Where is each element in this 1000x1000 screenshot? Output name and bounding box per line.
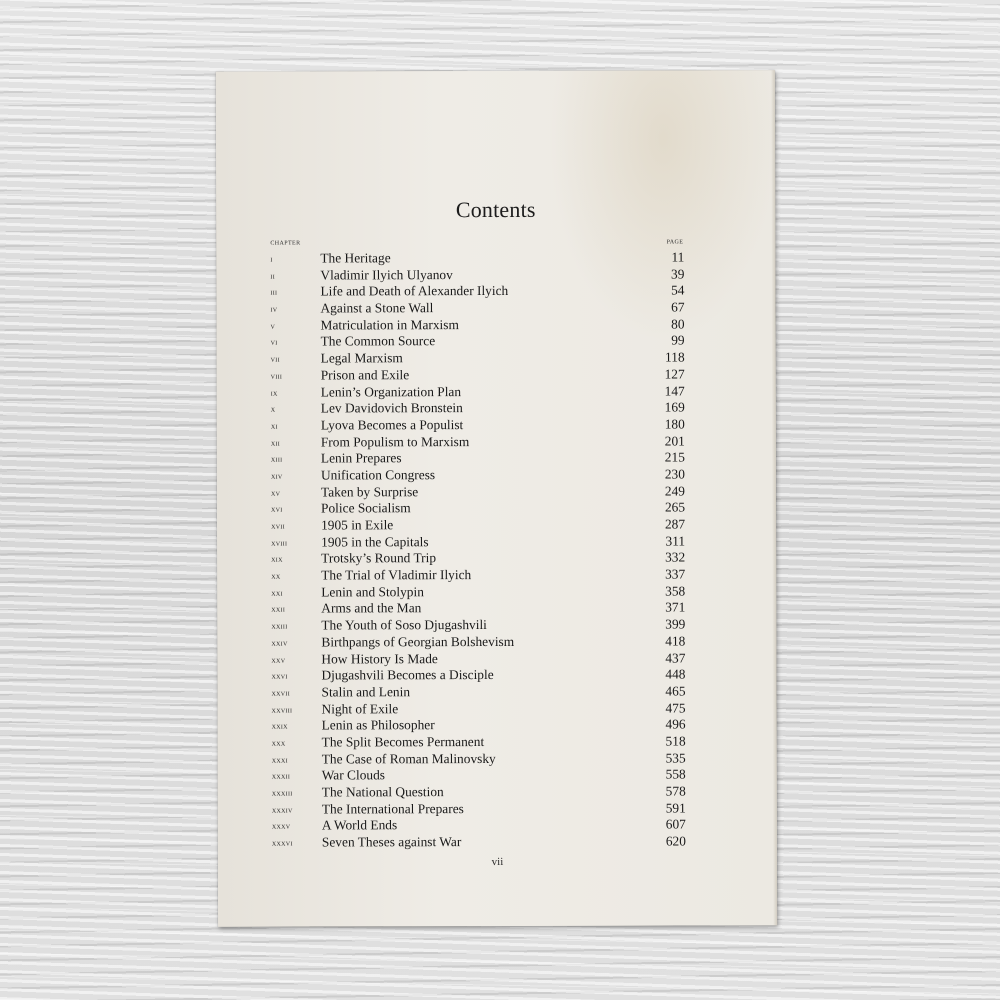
page-number: 147 bbox=[664, 383, 685, 399]
toc-entry bbox=[270, 283, 684, 301]
chapter-number: xiv bbox=[270, 470, 283, 481]
chapter-title: 1905 in the Capitals bbox=[321, 533, 429, 550]
chapter-title: Life and Death of Alexander Ilyich bbox=[320, 283, 509, 299]
chapter-title: Unification Congress bbox=[320, 467, 436, 483]
chapter-number: viii bbox=[270, 370, 283, 381]
chapter-number: xxxiv bbox=[271, 804, 293, 815]
chapter-title: Police Socialism bbox=[321, 500, 411, 516]
page-number: 287 bbox=[664, 516, 686, 532]
chapter-title: Trotsky’s Round Trip bbox=[321, 550, 437, 566]
page-number: 11 bbox=[671, 249, 685, 265]
chapter-number: xvii bbox=[271, 520, 285, 531]
chapter-number: xxvi bbox=[271, 670, 288, 681]
chapter-number: xxiii bbox=[271, 620, 288, 631]
page-number: 249 bbox=[664, 483, 685, 499]
page-number: 337 bbox=[665, 566, 686, 582]
chapter-number: xx bbox=[271, 570, 281, 581]
chapter-number: xxxi bbox=[271, 754, 288, 765]
chapter-title: Lev Davidovich Bronstein bbox=[320, 400, 463, 416]
chapter-number: vi bbox=[270, 337, 278, 348]
chapter-title: The Heritage bbox=[320, 250, 391, 266]
chapter-number: xxxv bbox=[271, 820, 291, 831]
toc-entry bbox=[272, 784, 686, 802]
page-number: 578 bbox=[665, 783, 686, 799]
page-number: 358 bbox=[665, 583, 686, 599]
page-number: 80 bbox=[671, 316, 685, 332]
page-number: 265 bbox=[664, 499, 686, 515]
chapter-number: iii bbox=[270, 286, 278, 297]
toc-entry bbox=[272, 800, 686, 818]
page-number: 99 bbox=[671, 332, 685, 348]
toc-entry bbox=[271, 600, 685, 618]
page-number: 201 bbox=[664, 433, 685, 449]
page-folio: vii bbox=[491, 855, 504, 869]
chapter-title: Vladimir Ilyich Ulyanov bbox=[320, 266, 453, 283]
page-number: 475 bbox=[665, 700, 686, 716]
chapter-title: The National Question bbox=[321, 784, 444, 800]
chapter-number: xxii bbox=[271, 603, 286, 615]
chapter-number: ix bbox=[270, 387, 278, 398]
chapter-title: Taken by Surprise bbox=[320, 483, 419, 500]
chapter-number: xxxvi bbox=[271, 837, 293, 848]
toc-entry bbox=[270, 266, 684, 284]
chapter-number: iv bbox=[270, 303, 278, 314]
page-number: 180 bbox=[664, 416, 685, 432]
page-number: 437 bbox=[665, 650, 686, 666]
page-number: 465 bbox=[665, 683, 686, 699]
page-number: 230 bbox=[664, 466, 685, 482]
toc-entry bbox=[271, 667, 685, 685]
chapter-number: xii bbox=[270, 437, 281, 448]
toc-entry bbox=[271, 583, 685, 601]
page-number: 591 bbox=[665, 800, 686, 816]
chapter-title: 1905 in Exile bbox=[321, 517, 394, 533]
page-number: 518 bbox=[665, 733, 686, 749]
chapter-title: Lenin as Philosopher bbox=[321, 717, 435, 733]
page-number: 127 bbox=[664, 366, 685, 382]
chapter-title: War Clouds bbox=[321, 767, 386, 783]
page-number: 371 bbox=[665, 599, 686, 615]
page-number: 169 bbox=[664, 399, 685, 415]
toc-entry bbox=[272, 717, 686, 735]
chapter-number: xxxii bbox=[271, 770, 291, 781]
toc-entry bbox=[271, 617, 685, 635]
toc-entry bbox=[271, 483, 685, 501]
chapter-number: xvi bbox=[271, 503, 283, 514]
toc-entry bbox=[270, 250, 684, 268]
chapter-number: xxv bbox=[271, 654, 286, 665]
chapter-number: xxviii bbox=[271, 704, 293, 715]
chapter-title: Stalin and Lenin bbox=[321, 684, 411, 700]
chapter-title: Arms and the Man bbox=[321, 600, 422, 616]
chapter-title: Against a Stone Wall bbox=[320, 300, 434, 316]
toc-entry bbox=[271, 567, 685, 585]
chapter-title: The Common Source bbox=[320, 333, 436, 349]
chapter-number: x bbox=[270, 403, 276, 414]
page-number: 215 bbox=[664, 449, 685, 465]
chapter-number: xi bbox=[270, 420, 278, 431]
toc-entry bbox=[271, 500, 685, 518]
chapter-title: Lenin Prepares bbox=[320, 450, 402, 466]
chapter-number: v bbox=[270, 320, 276, 331]
page-number: 620 bbox=[665, 833, 686, 849]
toc-entry bbox=[271, 450, 685, 468]
toc-entry bbox=[270, 300, 684, 318]
chapter-number: xxxiii bbox=[271, 787, 293, 798]
chapter-title: Matriculation in Marxism bbox=[320, 316, 459, 333]
chapter-title: Prison and Exile bbox=[320, 367, 410, 383]
toc-entry bbox=[271, 433, 685, 451]
chapter-title: Seven Theses against War bbox=[321, 834, 462, 850]
toc-entry bbox=[271, 400, 685, 418]
toc-entry bbox=[272, 733, 686, 751]
page-column-heading: PAGE bbox=[666, 239, 684, 246]
chapter-number: xxiv bbox=[271, 637, 288, 648]
page-number: 39 bbox=[671, 266, 685, 282]
chapter-number: xiii bbox=[270, 453, 283, 464]
toc-entry bbox=[271, 350, 685, 368]
toc-entry bbox=[271, 550, 685, 568]
chapter-title: From Populism to Marxism bbox=[320, 433, 470, 450]
page-number: 496 bbox=[665, 716, 686, 732]
toc-entry bbox=[271, 633, 685, 651]
toc-entry bbox=[271, 383, 685, 401]
chapter-number: xxvii bbox=[271, 687, 291, 698]
chapter-title: Lenin’s Organization Plan bbox=[320, 383, 462, 399]
toc-entry bbox=[271, 316, 685, 334]
chapter-number: xxix bbox=[271, 720, 288, 731]
page-number: 332 bbox=[665, 549, 686, 565]
chapter-number: xxi bbox=[271, 587, 283, 598]
page-number: 311 bbox=[665, 533, 686, 549]
toc-entry bbox=[271, 533, 685, 551]
chapter-title: The Split Becomes Permanent bbox=[321, 733, 485, 750]
chapter-title: The International Prepares bbox=[321, 800, 464, 817]
chapter-title: The Trial of Vladimir Ilyich bbox=[321, 567, 472, 583]
toc-entry bbox=[271, 683, 685, 701]
chapter-number: xxx bbox=[271, 737, 286, 748]
table-of-contents bbox=[270, 250, 686, 852]
toc-entry bbox=[271, 517, 685, 535]
chapter-title: Lenin and Stolypin bbox=[321, 583, 424, 600]
toc-entry bbox=[271, 650, 685, 668]
chapter-title: Legal Marxism bbox=[320, 350, 403, 366]
toc-entry bbox=[272, 700, 686, 718]
toc-entry bbox=[271, 366, 685, 384]
chapter-number: ii bbox=[270, 270, 276, 281]
page-number: 399 bbox=[665, 616, 686, 632]
page-number: 67 bbox=[671, 299, 685, 315]
page-number: 54 bbox=[671, 282, 685, 298]
toc-entry bbox=[271, 333, 685, 351]
toc-entry bbox=[271, 416, 685, 434]
toc-entry bbox=[272, 750, 686, 768]
chapter-number: vii bbox=[270, 353, 280, 364]
book-page bbox=[216, 70, 777, 926]
chapter-number: xix bbox=[271, 553, 283, 564]
chapter-title: Birthpangs of Georgian Bolshevism bbox=[321, 633, 515, 650]
page-number: 448 bbox=[665, 666, 686, 682]
toc-entry bbox=[272, 834, 686, 852]
page-number: 558 bbox=[665, 766, 686, 782]
chapter-title: The Youth of Soso Djugashvili bbox=[321, 617, 487, 633]
toc-entry bbox=[271, 466, 685, 484]
chapter-title: How History Is Made bbox=[321, 650, 438, 666]
page-number: 535 bbox=[665, 750, 686, 766]
page-number: 418 bbox=[665, 633, 686, 649]
chapter-number: xv bbox=[270, 487, 281, 498]
chapter-number: xviii bbox=[271, 537, 288, 548]
chapter-title: Djugashvili Becomes a Disciple bbox=[321, 667, 494, 683]
chapter-title: The Case of Roman Malinovsky bbox=[321, 750, 496, 767]
page-number: 607 bbox=[665, 816, 686, 832]
chapter-title: A World Ends bbox=[321, 817, 398, 833]
chapter-title: Lyova Becomes a Populist bbox=[320, 416, 464, 433]
toc-entry bbox=[272, 767, 686, 785]
chapter-number: i bbox=[270, 253, 273, 264]
page-title: Contents bbox=[455, 196, 536, 223]
chapter-column-heading: CHAPTER bbox=[270, 240, 301, 247]
page-number: 118 bbox=[665, 349, 685, 365]
toc-entry bbox=[272, 817, 686, 835]
chapter-title: Night of Exile bbox=[321, 700, 399, 717]
